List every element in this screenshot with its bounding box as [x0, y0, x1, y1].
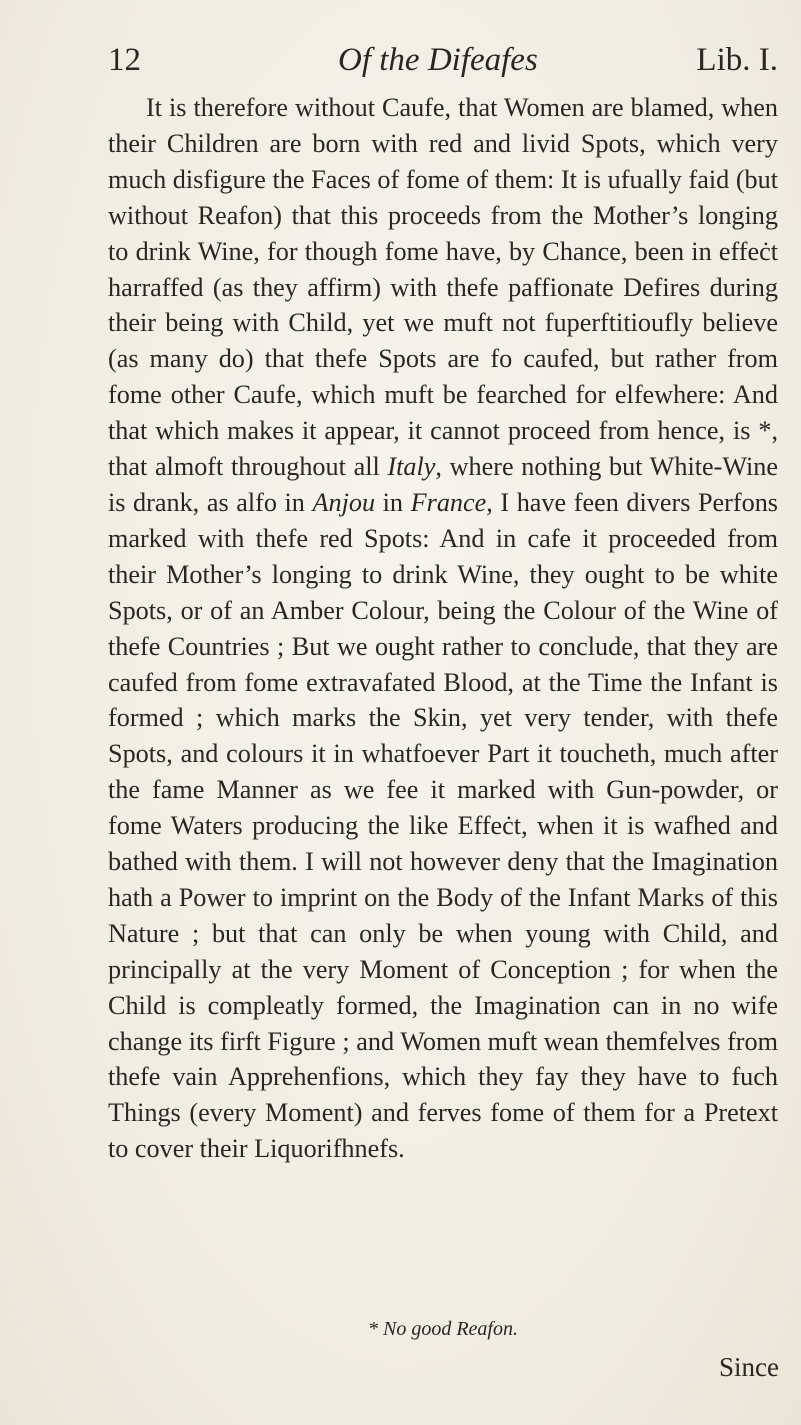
text-run: , where nothing but White-Wine is drank, as alfo in: [108, 452, 778, 517]
italic-place-name: Anjou: [312, 487, 376, 517]
text-run: , I have feen divers Perfons marked with thefe red Spots: And in cafe it proceeded from their Mother’s longing to drink Wine, they ought to be white Spots, or of an Amber Colour, being the Colour of the Wine of thefe Countries ; But we ought rather to conclude, that they are caufed from fome extravafated Blood, at the Time the Infant is formed ; which marks the Skin, yet very tender, with thefe Spots, and colours it in whatfoever Part it toucheth, much after the fame Manner as we fee it marked with Gun-powder, or fome Waters producing the like Effeċt, when it is wafhed and bathed with them. I will not however deny that the Imagination hath a Power to imprint on the Body of the Infant Marks of this Nature ; but that can only be when young with Child, and principally at the very Moment of Conception ; for when the Child is compleatly formed, the Imagination can in no wife change its firft Figure ; and Women muft wean themfelves from thefe vain Apprehenfions, which they fay they have to fuch Things (every Moment) and ferves fome of them for a Pretext to cover their Liquorifhnefs.: [108, 487, 778, 1164]
page-number: 12: [108, 42, 141, 78]
catchword: Since: [719, 1352, 779, 1382]
running-header: [108, 42, 778, 82]
text-run: in: [375, 487, 411, 517]
footnote: * No good Reafon.: [368, 1318, 518, 1340]
running-title: Of the Difeafes: [338, 42, 538, 78]
body-text: [108, 90, 778, 1167]
book-number: Lib. I.: [696, 42, 778, 78]
text-run: It is therefore without Caufe, that Women are blamed, when their Children are born with red and livid Spots, which very much disfigure the Faces of fome of them: It is ufually faid (but without Reafon) that this proceeds from the Mother’s longing to drink Wine, for though fome have, by Chance, been in effeċt harraffed (as they affirm) with thefe paffionate Defires during their being with Child, yet we muft not fuperftitioufly believe (as many do) that thefe Spots are fo caufed, but rather from fome other Caufe, which muft be fearched for elfewhere: And that which makes it appear, it cannot proceed from hence, is *, that almoft throughout all: [108, 93, 778, 482]
italic-place-name: Italy: [387, 452, 436, 482]
italic-place-name: France: [410, 487, 487, 517]
paragraph: [108, 90, 778, 1167]
